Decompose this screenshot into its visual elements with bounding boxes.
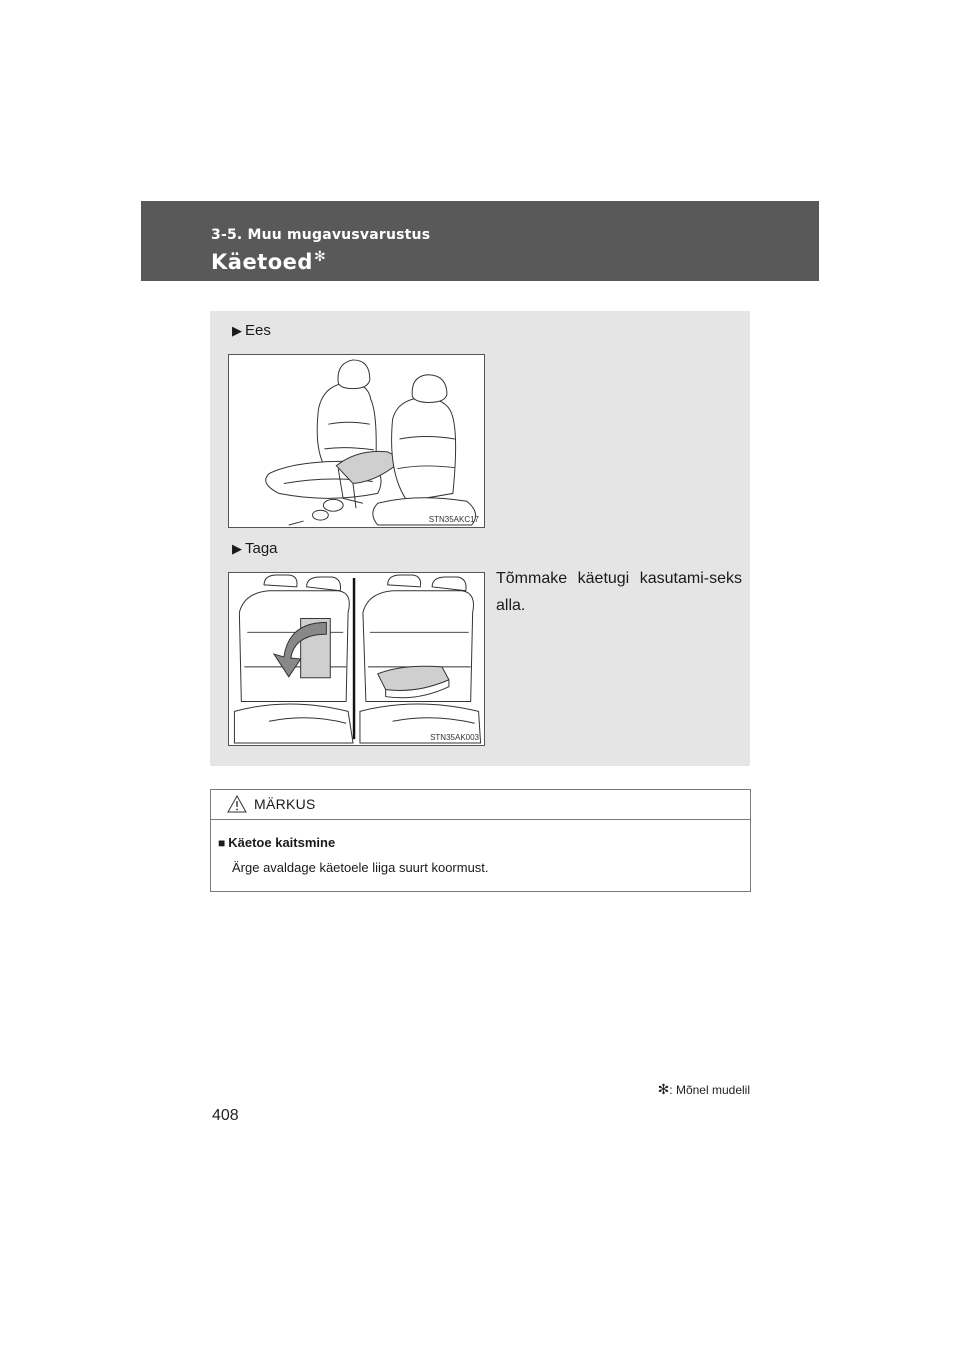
rear-seats-drawing (229, 573, 484, 745)
content-panel (210, 311, 750, 766)
notice-text: Ärge avaldage käetoele liiga suurt koormust. (232, 860, 489, 875)
rear-armrest-illustration (228, 572, 485, 746)
bullet-square-icon: ■ (218, 836, 226, 850)
footnote-text: : Mõnel mudelil (669, 1083, 750, 1097)
footnote (658, 1081, 750, 1098)
front-seats-drawing (229, 355, 484, 527)
rear-image-code: STN35AK003 (430, 733, 479, 742)
notice-title: MÄRKUS (254, 796, 316, 812)
title-asterisk: ✻ (313, 249, 327, 265)
rear-subheading (232, 540, 278, 557)
front-label: Ees (245, 322, 271, 339)
front-image-code: STN35AKC17 (428, 515, 479, 524)
footnote-asterisk: ✻ (657, 1081, 670, 1097)
front-subheading (232, 322, 271, 339)
pointer-icon: ▶ (232, 323, 242, 338)
notice-subtitle (218, 835, 335, 850)
warning-triangle-icon (227, 795, 247, 813)
rear-label: Taga (245, 540, 278, 557)
section-label: 3-5. Muu mugavusvarustus (211, 227, 431, 243)
section-header (141, 201, 819, 281)
front-armrest-illustration (228, 354, 485, 528)
title-text: Käetoed (211, 250, 313, 274)
notice-subtitle-text: Käetoe kaitsmine (228, 835, 336, 850)
rear-instruction-text: Tõmmake käetugi kasutami-seks alla. (496, 570, 742, 614)
pointer-icon: ▶ (232, 541, 242, 556)
notice-box (210, 789, 751, 892)
notice-header (211, 790, 750, 820)
page-number: 408 (212, 1107, 239, 1124)
page-title (211, 249, 326, 274)
